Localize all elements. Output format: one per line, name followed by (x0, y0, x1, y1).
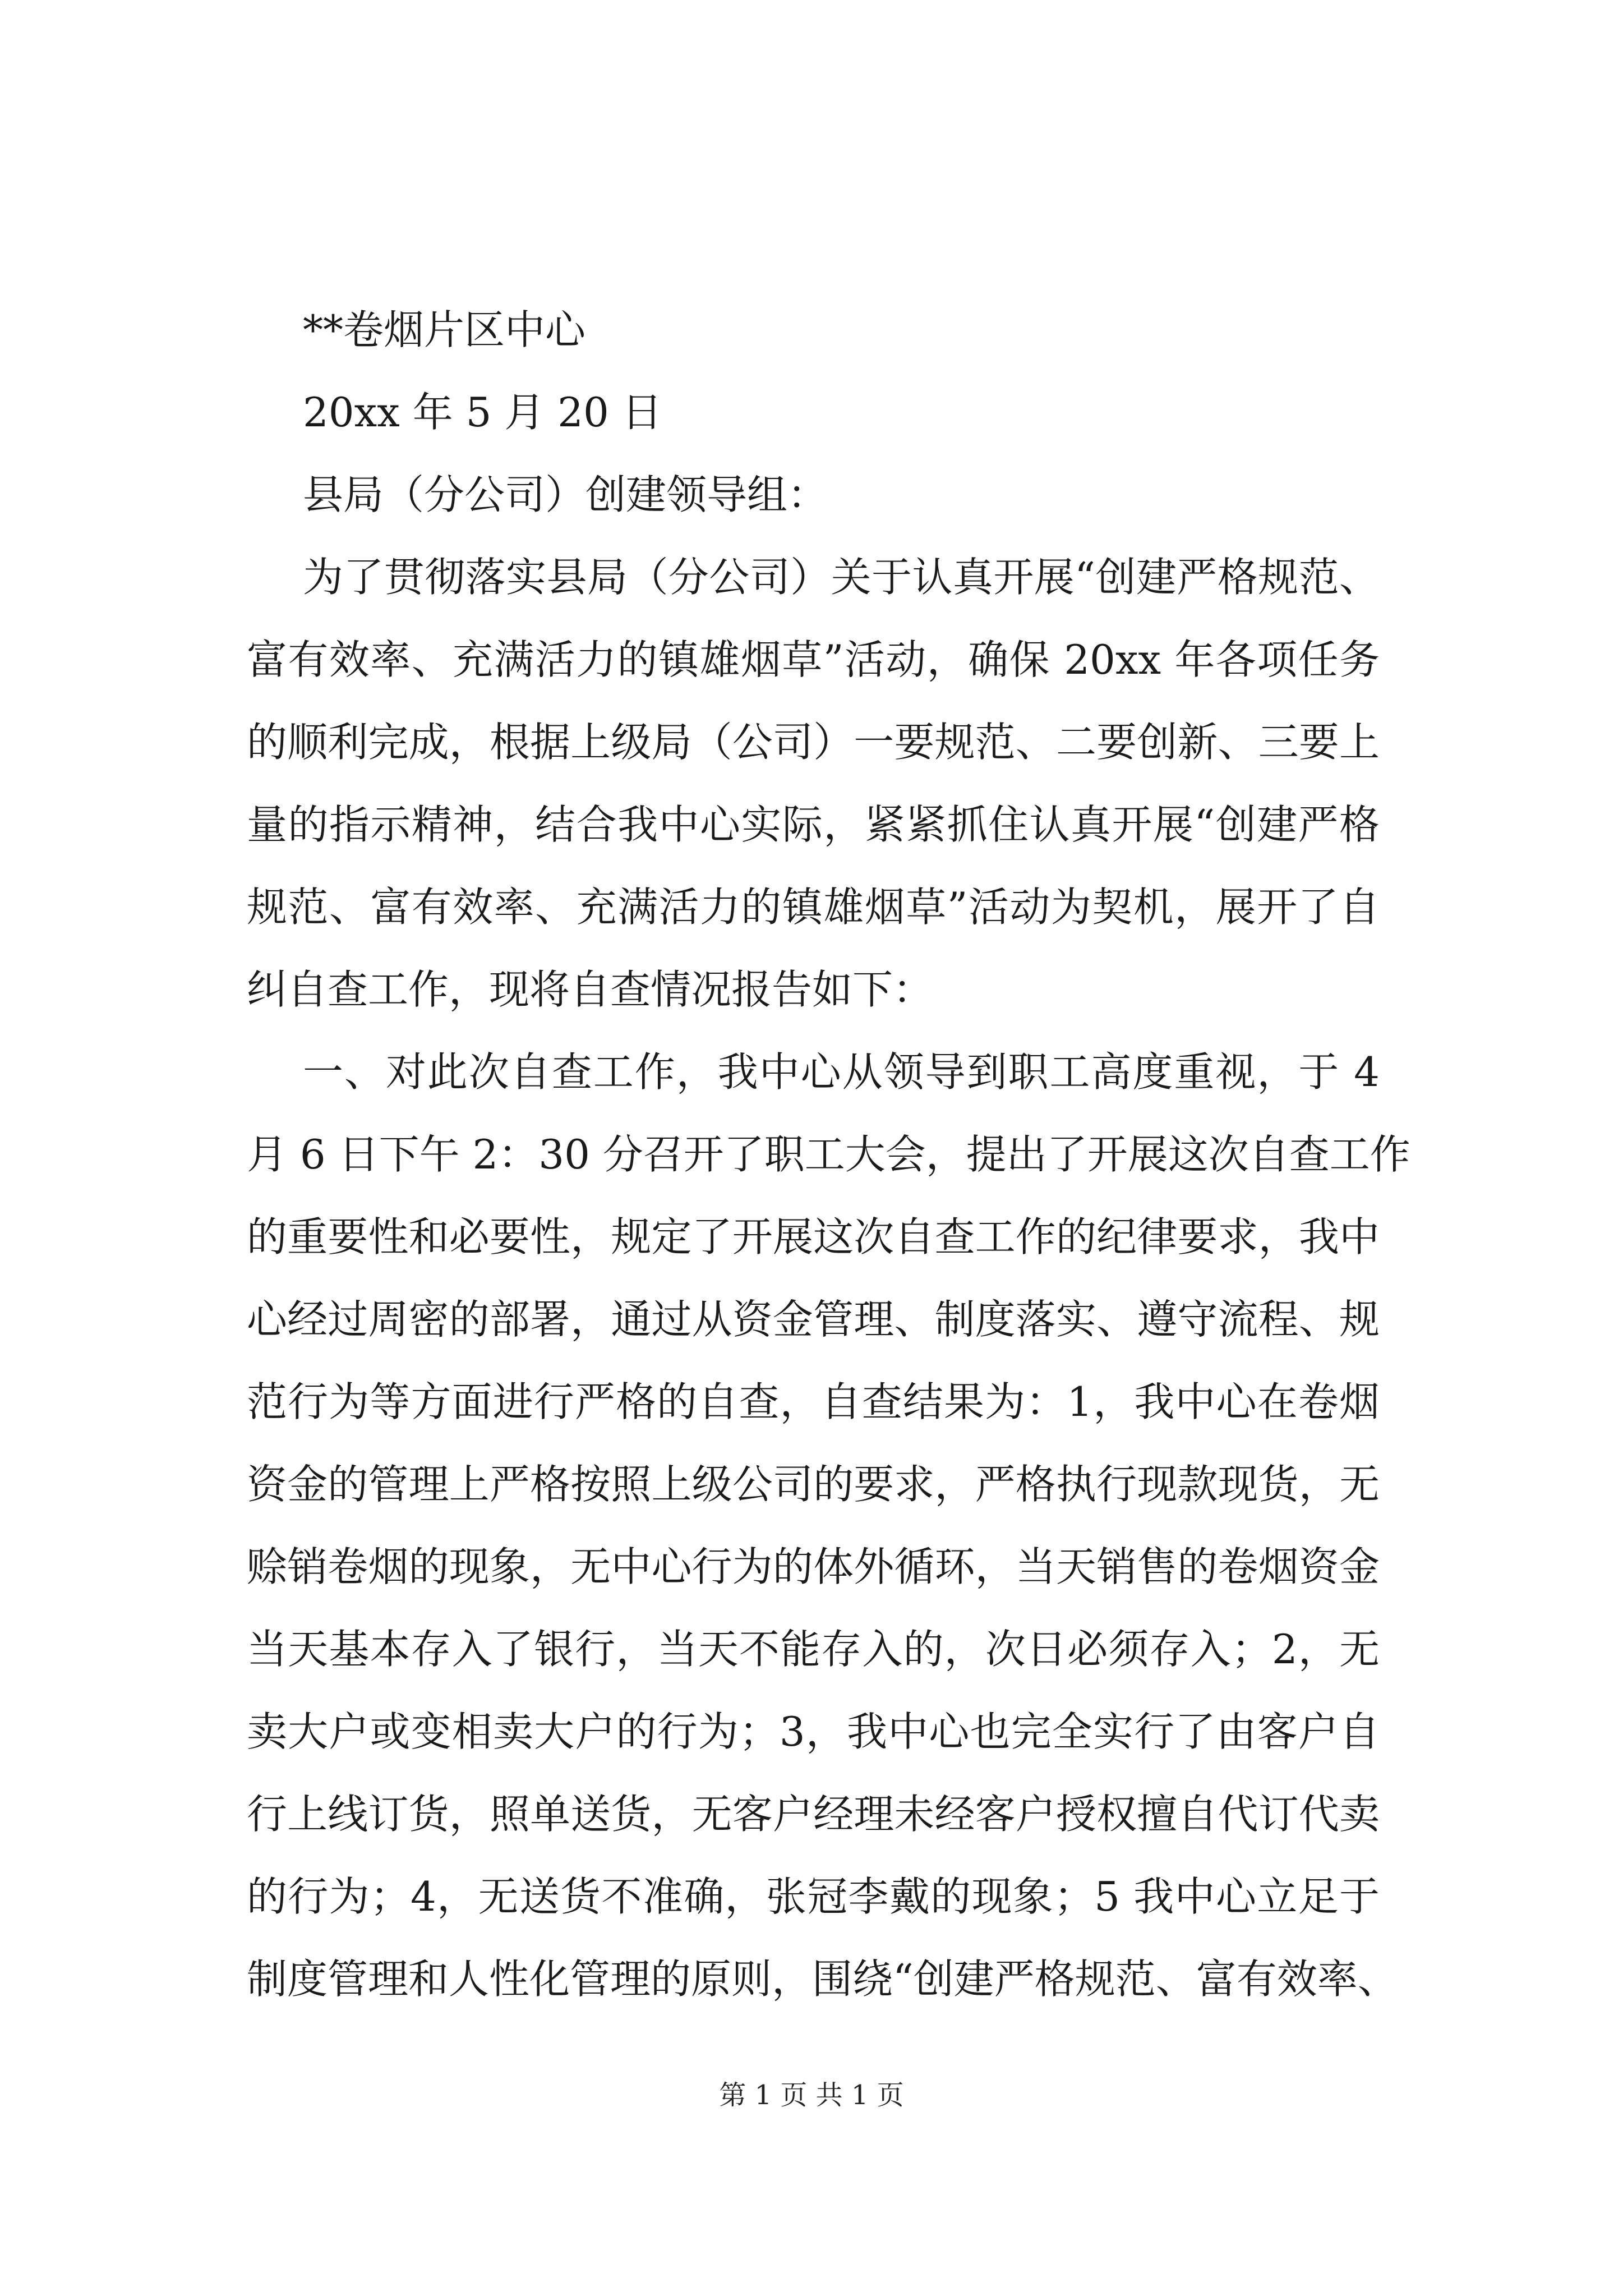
paragraph-line: 卖大户或变相卖大户的行为；3，我中心也完全实行了由客户自 (247, 1708, 1380, 1755)
salutation-line: 县局（分公司）创建领导组： (303, 471, 828, 518)
paragraph-line: 富有效率、充满活力的镇雄烟草”活动，确保 20xx 年各项任务 (247, 636, 1380, 683)
paragraph-line: 范行为等方面进行严格的自查，自查结果为：1，我中心在卷烟 (247, 1378, 1380, 1425)
paragraph-line: 纠自查工作，现将自查情况报告如下： (247, 966, 934, 1013)
paragraph-line: 的重要性和必要性，规定了开展这次自查工作的纪律要求，我中 (247, 1213, 1380, 1260)
paragraph-line: 心经过周密的部署，通过从资金管理、制度落实、遵守流程、规 (247, 1296, 1380, 1343)
paragraph-line: 一、对此次自查工作，我中心从领导到职工高度重视，于 4 (303, 1048, 1380, 1096)
paragraph-line: 的行为；4，无送货不准确，张冠李戴的现象；5 我中心立足于 (247, 1873, 1380, 1920)
paragraph-line: 量的指示精神，结合我中心实际，紧紧抓住认真开展“创建严格 (247, 801, 1380, 848)
date-line: 20xx 年 5 月 20 日 (303, 389, 662, 436)
paragraph-line: 为了贯彻落实县局（分公司）关于认真开展“创建严格规范、 (303, 554, 1380, 601)
paragraph-line: 当天基本存入了银行，当天不能存入的，次日必须存入；2，无 (247, 1626, 1380, 1673)
paragraph-line: 行上线订货，照单送货，无客户经理未经客户授权擅自代订代卖 (247, 1791, 1380, 1838)
paragraph-line: 赊销卷烟的现象，无中心行为的体外循环，当天销售的卷烟资金 (247, 1543, 1380, 1590)
paragraph-line: 的顺利完成，根据上级局（公司）一要规范、二要创新、三要上 (247, 719, 1380, 766)
paragraph-line: 制度管理和人性化管理的原则，围绕“创建严格规范、富有效率、 (247, 1955, 1398, 2003)
paragraph-line: 月 6 日下午 2：30 分召开了职工大会，提出了开展这次自查工作 (247, 1131, 1410, 1178)
paragraph-line: 资金的管理上严格按照上级公司的要求，严格执行现款现货，无 (247, 1461, 1380, 1508)
paragraph-line: 规范、富有效率、充满活力的镇雄烟草”活动为契机，展开了自 (247, 884, 1380, 931)
sender-line: **卷烟片区中心 (303, 306, 586, 353)
page-footer: 第 1 页 共 1 页 (719, 2079, 904, 2111)
